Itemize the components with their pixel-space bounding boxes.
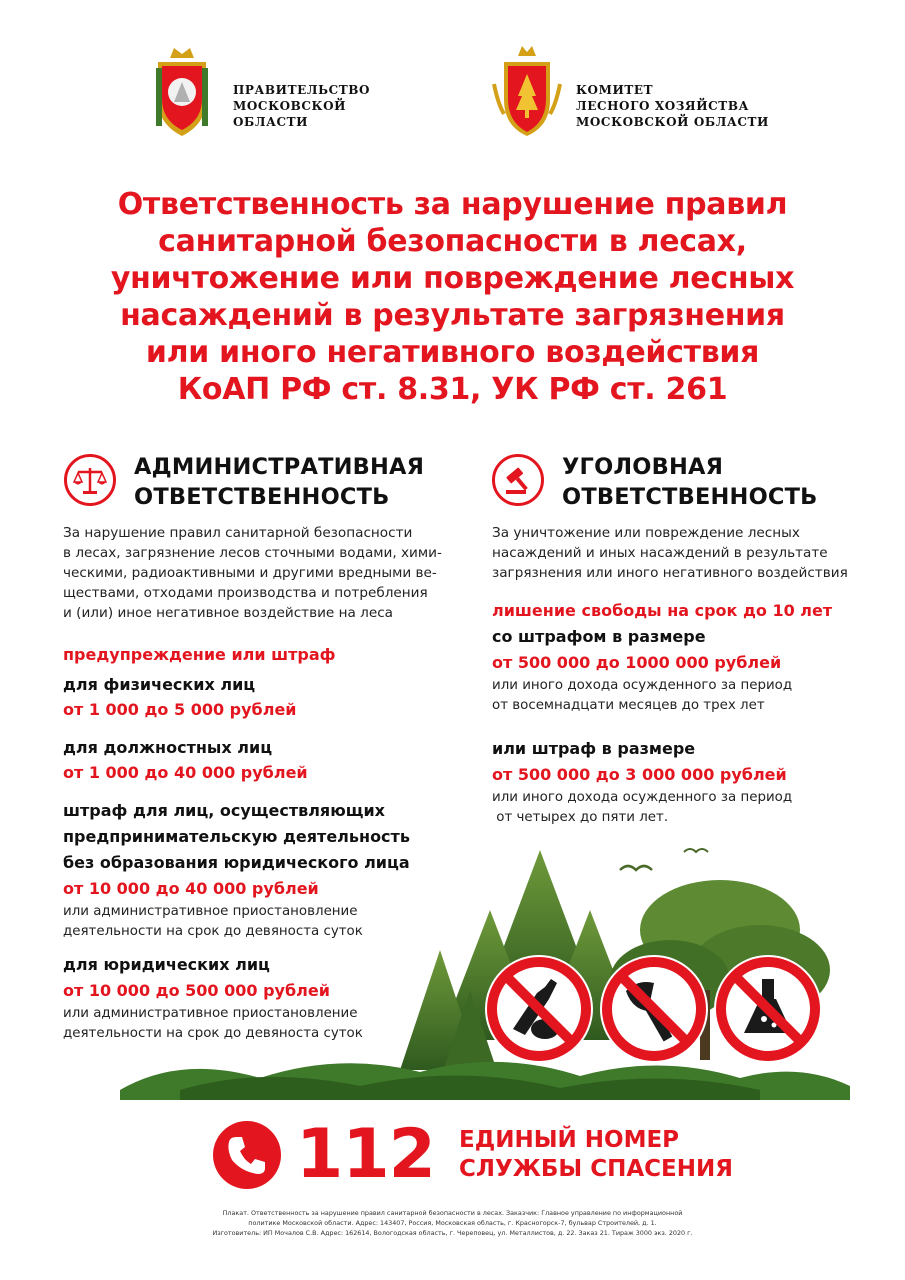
hotline-text: ЕДИНЫЙ НОМЕР	[459, 1127, 680, 1153]
scales-icon	[64, 454, 116, 506]
gavel-icon	[492, 454, 544, 506]
org2-line: КОМИТЕТ	[576, 83, 654, 97]
or-fine: или штраф в размере	[492, 739, 696, 758]
fine2-note: от четырех до пяти лет.	[492, 810, 669, 825]
fine1-amount: от 500 000 до 1000 000 рублей	[492, 653, 782, 672]
fine1-note: от восемнадцати месяцев до трех лет	[492, 698, 765, 713]
imprint-line: Плакат. Ответственность за нарушение правил санитарной безопасности в лесах. Заказчик: Главное управление по информационной	[222, 1209, 683, 1217]
entrepreneurs-amount: от 10 000 до 40 000 рублей	[63, 879, 319, 898]
admin-penalty-type: предупреждение или штраф	[63, 645, 336, 664]
fine1-note: или иного дохода осужденного за период	[492, 678, 793, 693]
criminal-desc-line: загрязнения или иного негативного воздействия	[492, 565, 848, 581]
forestry-committee-emblem-icon	[490, 44, 564, 140]
legal-note: деятельности на срок до девяноста суток	[63, 1026, 363, 1041]
entrepreneurs-label: штраф для лиц, осуществляющих	[63, 801, 385, 820]
title-line: Ответственность за нарушение правил	[117, 187, 788, 222]
imprint-line: политике Московской области. Адрес: 143407, Россия, Московская область, г. Красногорск-7, бульвар Строителей, д. 1.	[248, 1219, 657, 1227]
legal-amount: от 10 000 до 500 000 рублей	[63, 981, 330, 1000]
officials-label: для должностных лиц	[63, 738, 273, 757]
criminal-desc-line: насаждений и иных насаждений в результате	[492, 545, 828, 561]
fine2-note: или иного дохода осужденного за период	[492, 790, 793, 805]
imprint	[40, 1208, 865, 1238]
admin-desc-line: ческими, радиоактивными и другими вредными ве-	[63, 565, 437, 581]
entrepreneurs-label: без образования юридического лица	[63, 853, 410, 872]
phone-icon	[212, 1120, 282, 1190]
hotline-text: СЛУЖБЫ СПАСЕНИЯ	[459, 1156, 733, 1182]
hotline-number: 112	[296, 1115, 435, 1194]
entrepreneurs-note: деятельности на срок до девяноста суток	[63, 924, 363, 939]
no-bottle-icon	[483, 953, 595, 1065]
imprint-line: Изготовитель: ИП Мочалов С.В. Адрес: 162614, Вологодская область, г. Череповец, ул. Металлистов, д. 22. Заказ 21. Тираж 3000 экз. 2020 г.	[212, 1229, 693, 1237]
moscow-region-coat-of-arms-icon	[148, 44, 216, 140]
title-line: насаждений в результате загрязнения	[120, 298, 785, 333]
criminal-desc-line: За уничтожение или повреждение лесных	[492, 525, 800, 541]
individuals-amount: от 1 000 до 5 000 рублей	[63, 700, 297, 719]
individuals-label: для физических лиц	[63, 675, 256, 694]
admin-desc-line: ществами, отходами производства и потребления	[63, 585, 428, 601]
entrepreneurs-label: предпринимательскую деятельность	[63, 827, 410, 846]
officials-amount: от 1 000 до 40 000 рублей	[63, 763, 308, 782]
criminal-heading: ОТВЕТСТВЕННОСТЬ	[562, 484, 818, 510]
admin-desc-line: За нарушение правил санитарной безопасности	[63, 525, 413, 541]
criminal-heading: УГОЛОВНАЯ	[562, 454, 724, 480]
no-chemicals-icon	[712, 953, 824, 1065]
entrepreneurs-note: или административное приостановление	[63, 904, 358, 919]
title-line: КоАП РФ ст. 8.31, УК РФ ст. 261	[177, 372, 728, 407]
admin-heading: ОТВЕТСТВЕННОСТЬ	[134, 484, 390, 510]
title-line: уничтожение или повреждение лесных	[110, 261, 795, 296]
org1-line: ОБЛАСТИ	[233, 115, 309, 129]
fine2-amount: от 500 000 до 3 000 000 рублей	[492, 765, 787, 784]
title-line: санитарной безопасности в лесах,	[158, 224, 747, 259]
legal-label: для юридических лиц	[63, 955, 270, 974]
org2-line: МОСКОВСКОЙ ОБЛАСТИ	[576, 115, 769, 129]
with-fine: со штрафом в размере	[492, 627, 706, 646]
prison-term: лишение свободы на срок до 10 лет	[492, 601, 833, 620]
title-line: или иного негативного воздействия	[145, 335, 760, 370]
org1-line: МОСКОВСКОЙ	[233, 99, 347, 113]
poster-title	[40, 186, 865, 408]
legal-note: или административное приостановление	[63, 1006, 358, 1021]
no-axe-icon	[598, 953, 710, 1065]
org1-line: ПРАВИТЕЛЬСТВО	[233, 83, 371, 97]
org2-line: ЛЕСНОГО ХОЗЯЙСТВА	[576, 99, 749, 113]
admin-desc-line: в лесах, загрязнение лесов сточными водами, хими-	[63, 545, 442, 561]
admin-desc-line: и (или) иное негативное воздействие на леса	[63, 605, 394, 621]
admin-heading: АДМИНИСТРАТИВНАЯ	[134, 454, 425, 480]
